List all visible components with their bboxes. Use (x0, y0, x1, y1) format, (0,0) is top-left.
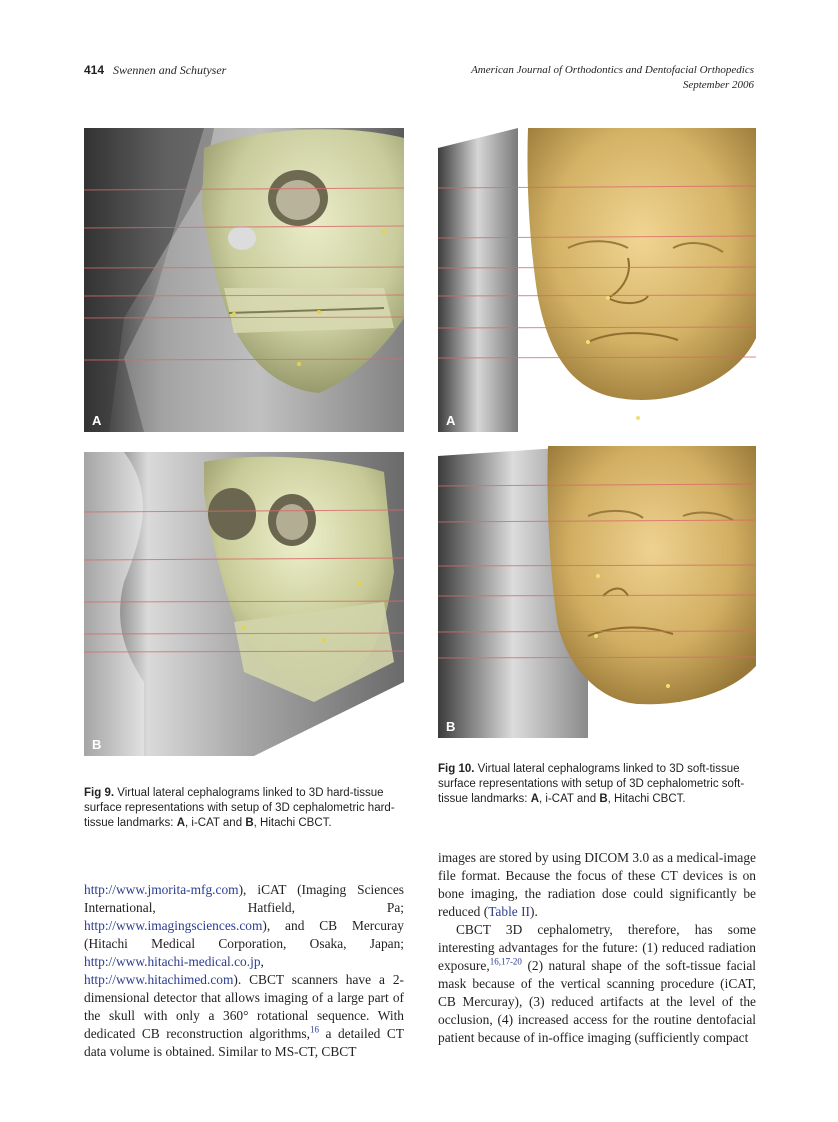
page-number: 414 (84, 63, 105, 77)
fig9-caption: Fig 9. Virtual lateral cephalograms linked to 3D hard-tissue surface representations with setup of 3D cephalometric hard-tissue landmarks: A, i-CAT and B, Hitachi CBCT. (84, 787, 395, 829)
fig9-panel-b-label: B (92, 737, 102, 752)
fig10-panel-b-image (438, 446, 756, 738)
paragraph: http://www.jmorita-mfg.com), iCAT (Imaging Sciences International, Hatfield, Pa; http://www.imagingsciences.com), and CB Mercuray (Hitachi Medical Corporation, Osaka, Japan; http://www.hitachi-medical.co.jp, http://www.hitachimed.com). CBCT scanners have a 2-dimensional detector that allows imaging of a large part of the skull with only a 360° rotational sequence. With dedicated CB reconstruction algorithms,$^{16}$ a detailed CT data volume is obtained. Similar to MS-CT, CBCT (84, 882, 404, 1059)
running-authors: Swennen and Schutyser (113, 63, 227, 77)
link-jmorita[interactable]: http://www.jmorita-mfg.com (84, 882, 239, 897)
paragraph: CBCT 3D cephalometry, therefore, has some interesting advantages for the future: (1) reduced radiation exposure,$^{16,17-20}$ (2) natural shape of the soft-tissue facial mask because of the vertical scanning procedure (iCAT, CB Mercuray), (3) reduced artifacts at the level of the occlusion, (4) increased access for the routine dentofacial patient because of in-office imaging (sufficiently compact (438, 922, 756, 1045)
issue-date: September 2006 (682, 79, 754, 91)
running-header-left (84, 63, 226, 78)
fig10-caption: Fig 10. Virtual lateral cephalograms linked to 3D soft-tissue surface representations with setup of 3D cephalometric soft-tissue landmarks: A, i-CAT and B, Hitachi CBCT. (438, 763, 745, 805)
fig9-panel-b-image (84, 452, 404, 756)
citation-16-20[interactable]: 16,17-20 (489, 956, 522, 967)
citation-16[interactable]: 16 (309, 1024, 319, 1035)
fig9-panel-a-image (84, 128, 404, 432)
body-text-right-column (438, 849, 756, 1047)
running-header-right (471, 63, 754, 93)
fig10-panel-b-label: B (446, 719, 456, 734)
journal-title: American Journal of Orthodontics and Dentofacial Orthopedics (471, 64, 754, 76)
fig9-panel-a-label: A (92, 413, 102, 428)
link-hitachimed[interactable]: http://www.hitachimed.com (84, 972, 234, 987)
fig10-panel-a-label: A (446, 413, 456, 428)
fig9-label: Fig 9. (84, 787, 115, 799)
link-hitachi-medical[interactable]: http://www.hitachi-medical.co.jp (84, 954, 261, 969)
body-text-left-column (84, 881, 404, 1061)
table-ii-link[interactable]: Table II (488, 904, 530, 919)
fig10-label: Fig 10. (438, 763, 475, 775)
fig10-panel-a-image (438, 128, 756, 432)
link-imagingsciences[interactable]: http://www.imagingsciences.com (84, 918, 263, 933)
paragraph: images are stored by using DICOM 3.0 as a medical-image file format. Because the focus of these CT devices is on bone imaging, the radiation dose could significantly be reduced (Table II). (438, 850, 756, 919)
